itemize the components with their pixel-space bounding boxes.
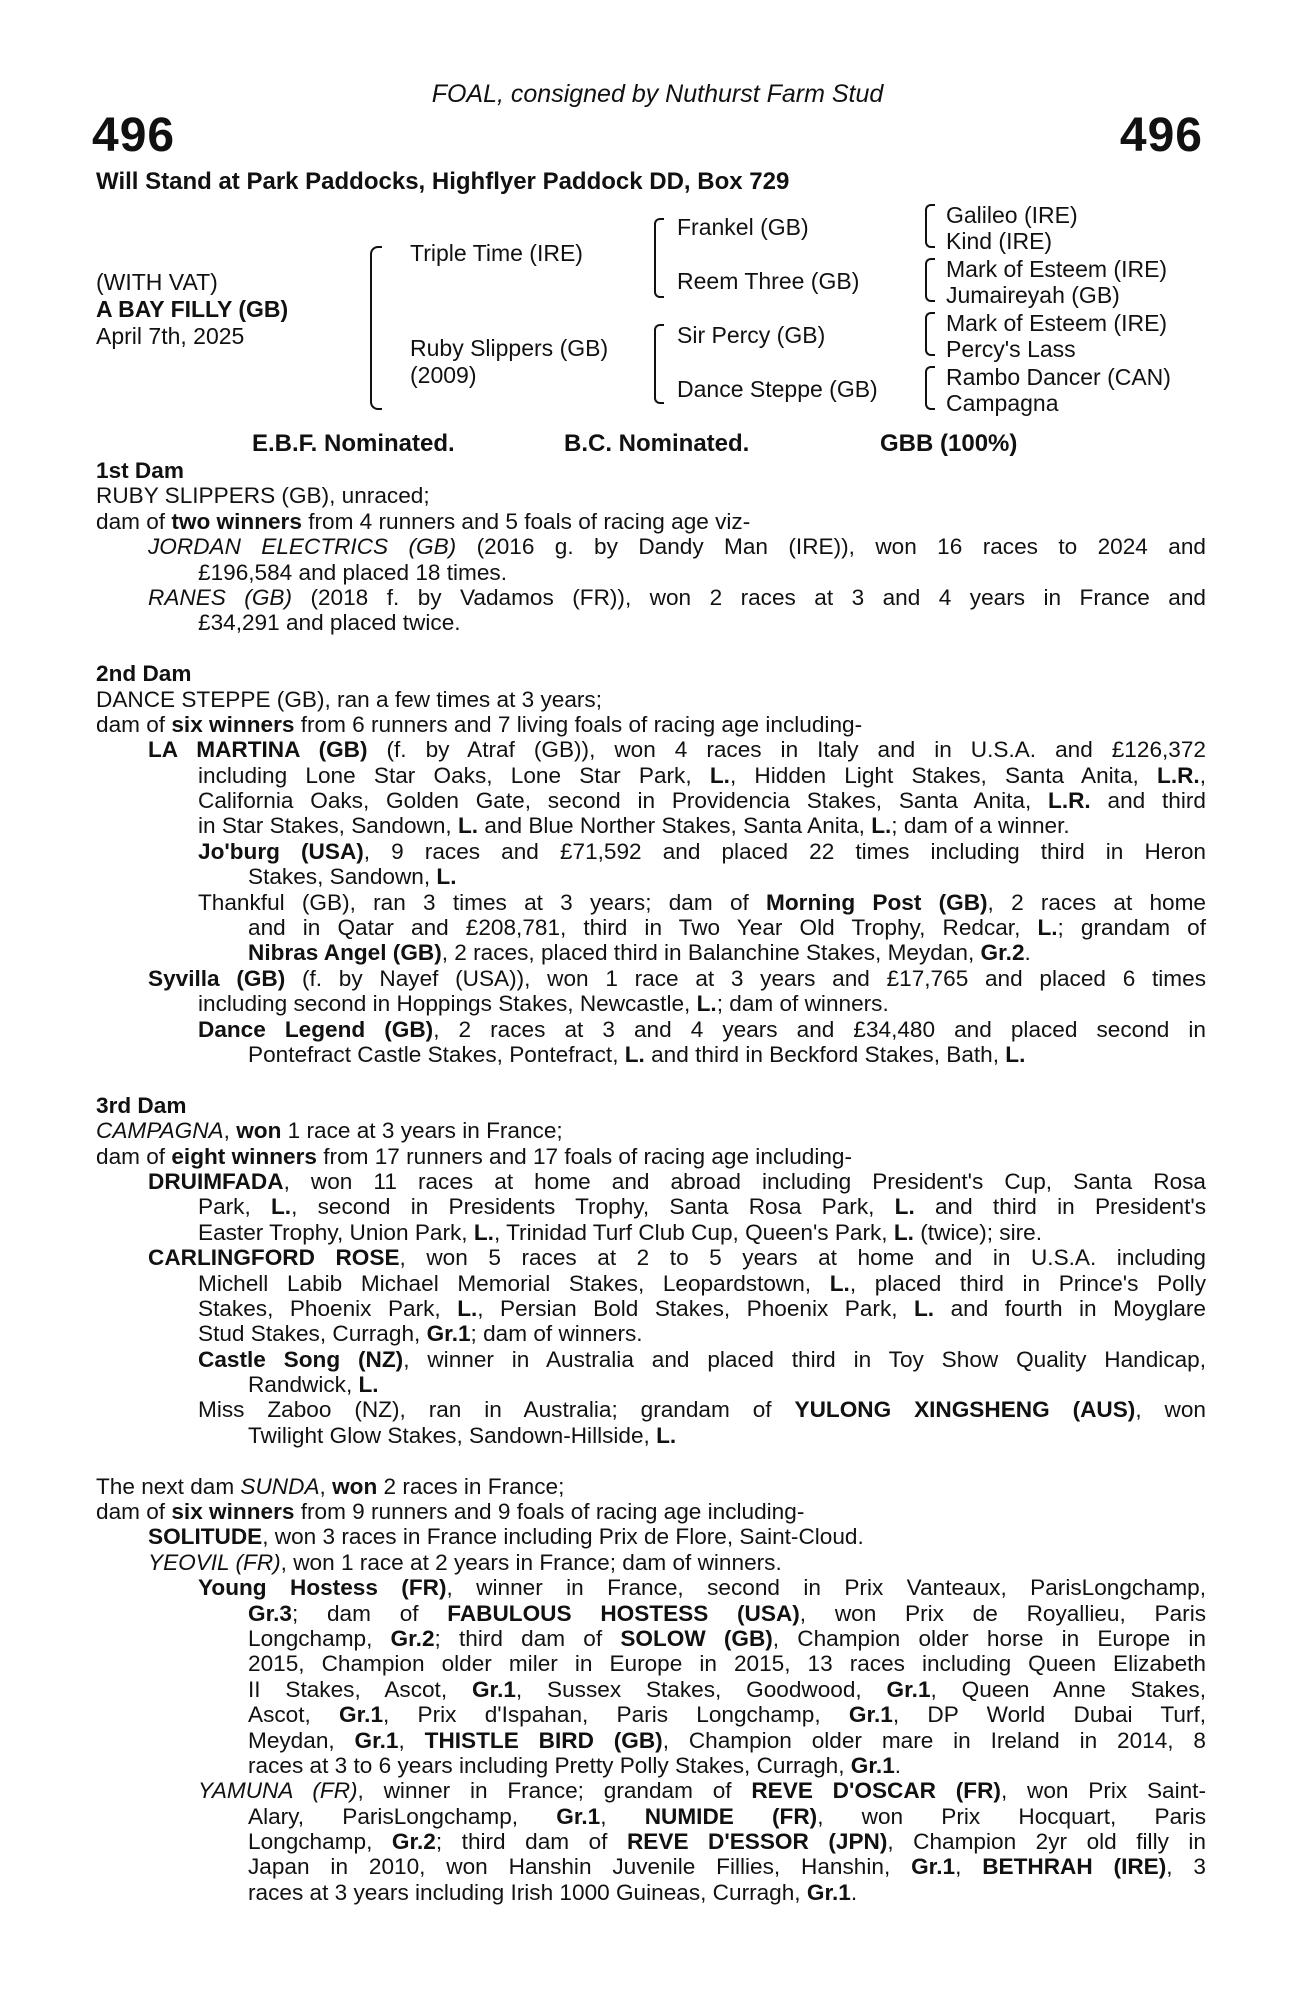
second-dam-produce-line: dam of six winners from 6 runners and 7 living foals of racing age including-	[96, 711, 863, 737]
entry-joburg-cont: Stakes, Sandown, L.	[248, 864, 457, 890]
pedigree-dss: Mark of Esteem (IRE)	[946, 310, 1168, 336]
entry-jordan-electrics-cont: £196,584 and placed 18 times.	[198, 559, 508, 585]
entry-miss-zaboo-cont: Twilight Glow Stakes, Sandown-Hillside, L.	[248, 1422, 677, 1448]
pedigree-dam-sire: Sir Percy (GB)	[677, 322, 826, 348]
entry-carlingford-rose-cont-3: Stud Stakes, Curragh, Gr.1; dam of winners.	[198, 1321, 643, 1347]
stand-location: Will Stand at Park Paddocks, Highflyer Paddock DD, Box 729	[96, 168, 790, 195]
pedigree-sire-sire: Frankel (GB)	[677, 214, 809, 240]
first-dam-heading: 1st Dam	[96, 458, 184, 483]
pedigree-dsd: Percy's Lass	[946, 336, 1076, 362]
entry-young-hostess-cont-4: II Stakes, Ascot, Gr.1, Sussex Stakes, Goodwood, Gr.1, Queen Anne Stakes,	[248, 1676, 1206, 1702]
pedigree-brace-ds	[925, 312, 935, 356]
entry-yeovil: YEOVIL (FR), won 1 race at 2 years in France; dam of winners.	[148, 1549, 782, 1575]
entry-young-hostess-cont-3: 2015, Champion older miler in Europe in 2015, 13 races including Queen Elizabeth	[248, 1651, 1206, 1677]
consignment-line: FOAL, consigned by Nuthurst Farm Stud	[431, 80, 884, 108]
entry-yamuna: YAMUNA (FR), winner in France; grandam of REVE D'OSCAR (FR), won Prix Saint-	[198, 1778, 1206, 1804]
pedigree-sire: Triple Time (IRE)	[410, 240, 583, 266]
third-dam-line: CAMPAGNA, won 1 race at 3 years in France;	[96, 1118, 563, 1144]
first-dam-line: RUBY SLIPPERS (GB), unraced;	[96, 483, 430, 509]
entry-carlingford-rose-cont-1: Michell Labib Michael Memorial Stakes, Leopardstown, L., placed third in Prince's Polly	[198, 1270, 1206, 1296]
entry-joburg: Jo'burg (USA), 9 races and £71,592 and placed 22 times including third in Heron	[198, 838, 1206, 864]
bc-nomination: B.C. Nominated.	[564, 430, 750, 457]
second-dam-line: DANCE STEPPE (GB), ran a few times at 3 years;	[96, 686, 602, 712]
entry-carlingford-rose: CARLINGFORD ROSE, won 5 races at 2 to 5 years at home and in U.S.A. including	[148, 1245, 1206, 1271]
ebf-nomination: E.B.F. Nominated.	[252, 430, 455, 457]
entry-la-martina: LA MARTINA (GB) (f. by Atraf (GB)), won 4 races in Italy and in U.S.A. and £126,372	[148, 737, 1206, 763]
pedigree-dam: Ruby Slippers (GB)	[410, 335, 609, 361]
pedigree-main-brace	[370, 246, 382, 410]
pedigree-brace-ss	[925, 204, 935, 248]
entry-castle-song-cont: Randwick, L.	[248, 1372, 379, 1398]
entry-druimfada: DRUIMFADA, won 11 races at home and abroad including President's Cup, Santa Rosa	[148, 1168, 1206, 1194]
entry-druimfada-cont-1: Park, L., second in Presidents Trophy, Santa Rosa Park, L. and third in President's	[198, 1194, 1206, 1220]
entry-thankful-cont-2: Nibras Angel (GB), 2 races, placed third in Balanchine Stakes, Meydan, Gr.2.	[248, 940, 1031, 966]
entry-yamuna-cont-1: Alary, ParisLongchamp, Gr.1, NUMIDE (FR), won Prix Hocquart, Paris	[248, 1803, 1206, 1829]
pedigree-brace-sd	[925, 258, 935, 302]
entry-druimfada-cont-2: Easter Trophy, Union Park, L., Trinidad Turf Club Cup, Queen's Park, L. (twice); sire.	[198, 1219, 1042, 1245]
pedigree-dam-year: (2009)	[410, 362, 477, 388]
entry-yamuna-cont-2: Longchamp, Gr.2; third dam of REVE D'ESSOR (JPN), Champion 2yr old filly in	[248, 1829, 1206, 1855]
pedigree-dam-brace	[654, 324, 664, 404]
pedigree-ddd: Campagna	[946, 390, 1059, 416]
entry-thankful: Thankful (GB), ran 3 times at 3 years; dam of Morning Post (GB), 2 races at home	[198, 889, 1206, 915]
third-dam-heading: 3rd Dam	[96, 1092, 187, 1118]
pedigree-sire-brace	[654, 218, 664, 298]
next-dam-produce-line: dam of six winners from 9 runners and 9 foals of racing age including-	[96, 1499, 805, 1525]
pedigree-sss: Galileo (IRE)	[946, 202, 1078, 228]
entry-miss-zaboo: Miss Zaboo (NZ), ran in Australia; grandam of YULONG XINGSHENG (AUS), won	[198, 1397, 1206, 1423]
horse-name: A BAY FILLY (GB)	[96, 296, 289, 322]
entry-carlingford-rose-cont-2: Stakes, Phoenix Park, L., Persian Bold Stakes, Phoenix Park, L. and fourth in Moyglare	[198, 1295, 1206, 1321]
entry-jordan-electrics: JORDAN ELECTRICS (GB) (2016 g. by Dandy Man (IRE)), won 16 races to 2024 and	[148, 534, 1206, 560]
vat-note: (WITH VAT)	[96, 269, 218, 295]
entry-syvilla-cont: including second in Hoppings Stakes, Newcastle, L.; dam of winners.	[198, 991, 889, 1017]
first-dam-produce-line: dam of two winners from 4 runners and 5 foals of racing age viz-	[96, 508, 751, 534]
pedigree-dds: Rambo Dancer (CAN)	[946, 364, 1171, 390]
next-dam-line: The next dam SUNDA, won 2 races in France;	[96, 1473, 565, 1499]
entry-young-hostess-cont-1: Gr.3; dam of FABULOUS HOSTESS (USA), won Prix de Royallieu, Paris	[248, 1600, 1207, 1626]
entry-ranes-cont: £34,291 and placed twice.	[198, 610, 461, 636]
produce-record	[96, 458, 1206, 1905]
entry-syvilla: Syvilla (GB) (f. by Nayef (USA)), won 1 race at 3 years and £17,765 and placed 6 times	[148, 965, 1206, 991]
entry-dance-legend: Dance Legend (GB), 2 races at 3 and 4 years and £34,480 and placed second in	[198, 1016, 1206, 1042]
entry-young-hostess-cont-2: Longchamp, Gr.2; third dam of SOLOW (GB), Champion older horse in Europe in	[248, 1625, 1206, 1651]
entry-yamuna-cont-4: races at 3 years including Irish 1000 Guineas, Curragh, Gr.1.	[248, 1879, 858, 1905]
foaling-date: April 7th, 2025	[96, 323, 245, 349]
pedigree-ssd: Kind (IRE)	[946, 228, 1053, 254]
entry-young-hostess-cont-6: Meydan, Gr.1, THISTLE BIRD (GB), Champion older mare in Ireland in 2014, 8	[248, 1727, 1206, 1753]
lot-number-right: 496	[1119, 109, 1203, 162]
entry-young-hostess-cont-5: Ascot, Gr.1, Prix d'Ispahan, Paris Longchamp, Gr.1, DP World Dubai Turf,	[248, 1702, 1206, 1728]
pedigree-sdd: Jumaireyah (GB)	[946, 282, 1120, 308]
third-dam-produce-line: dam of eight winners from 17 runners and 17 foals of racing age including-	[96, 1143, 853, 1169]
entry-la-martina-cont-3: in Star Stakes, Sandown, L. and Blue Norther Stakes, Santa Anita, L.; dam of a winner.	[198, 813, 1070, 839]
pedigree-sire-dam: Reem Three (GB)	[677, 268, 860, 294]
entry-young-hostess: Young Hostess (FR), winner in France, second in Prix Vanteaux, ParisLongchamp,	[198, 1575, 1206, 1601]
entry-solitude: SOLITUDE, won 3 races in France including Prix de Flore, Saint-Cloud.	[148, 1524, 864, 1550]
gbb-status: GBB (100%)	[880, 430, 1018, 457]
pedigree-sds: Mark of Esteem (IRE)	[946, 256, 1168, 282]
lot-number-left: 496	[92, 109, 176, 162]
entry-ranes: RANES (GB) (2018 f. by Vadamos (FR)), won 2 races at 3 and 4 years in France and	[148, 584, 1206, 610]
entry-la-martina-cont-2: California Oaks, Golden Gate, second in Providencia Stakes, Santa Anita, L.R. and third	[198, 788, 1206, 814]
entry-castle-song: Castle Song (NZ), winner in Australia and placed third in Toy Show Quality Handicap,	[198, 1346, 1206, 1372]
entry-thankful-cont-1: and in Qatar and £208,781, third in Two Year Old Trophy, Redcar, L.; grandam of	[248, 915, 1206, 941]
entry-young-hostess-cont-7: races at 3 to 6 years including Pretty Polly Stakes, Curragh, Gr.1.	[248, 1752, 902, 1778]
entry-la-martina-cont-1: including Lone Star Oaks, Lone Star Park, L., Hidden Light Stakes, Santa Anita, L.R.,	[198, 762, 1206, 788]
second-dam-heading: 2nd Dam	[96, 661, 192, 687]
pedigree-dam-dam: Dance Steppe (GB)	[677, 376, 878, 402]
pedigree-brace-dd	[925, 366, 935, 410]
entry-yamuna-cont-3: Japan in 2010, won Hanshin Juvenile Fillies, Hanshin, Gr.1, BETHRAH (IRE), 3	[248, 1854, 1206, 1880]
entry-dance-legend-cont: Pontefract Castle Stakes, Pontefract, L. and third in Beckford Stakes, Bath, L.	[248, 1041, 1026, 1067]
